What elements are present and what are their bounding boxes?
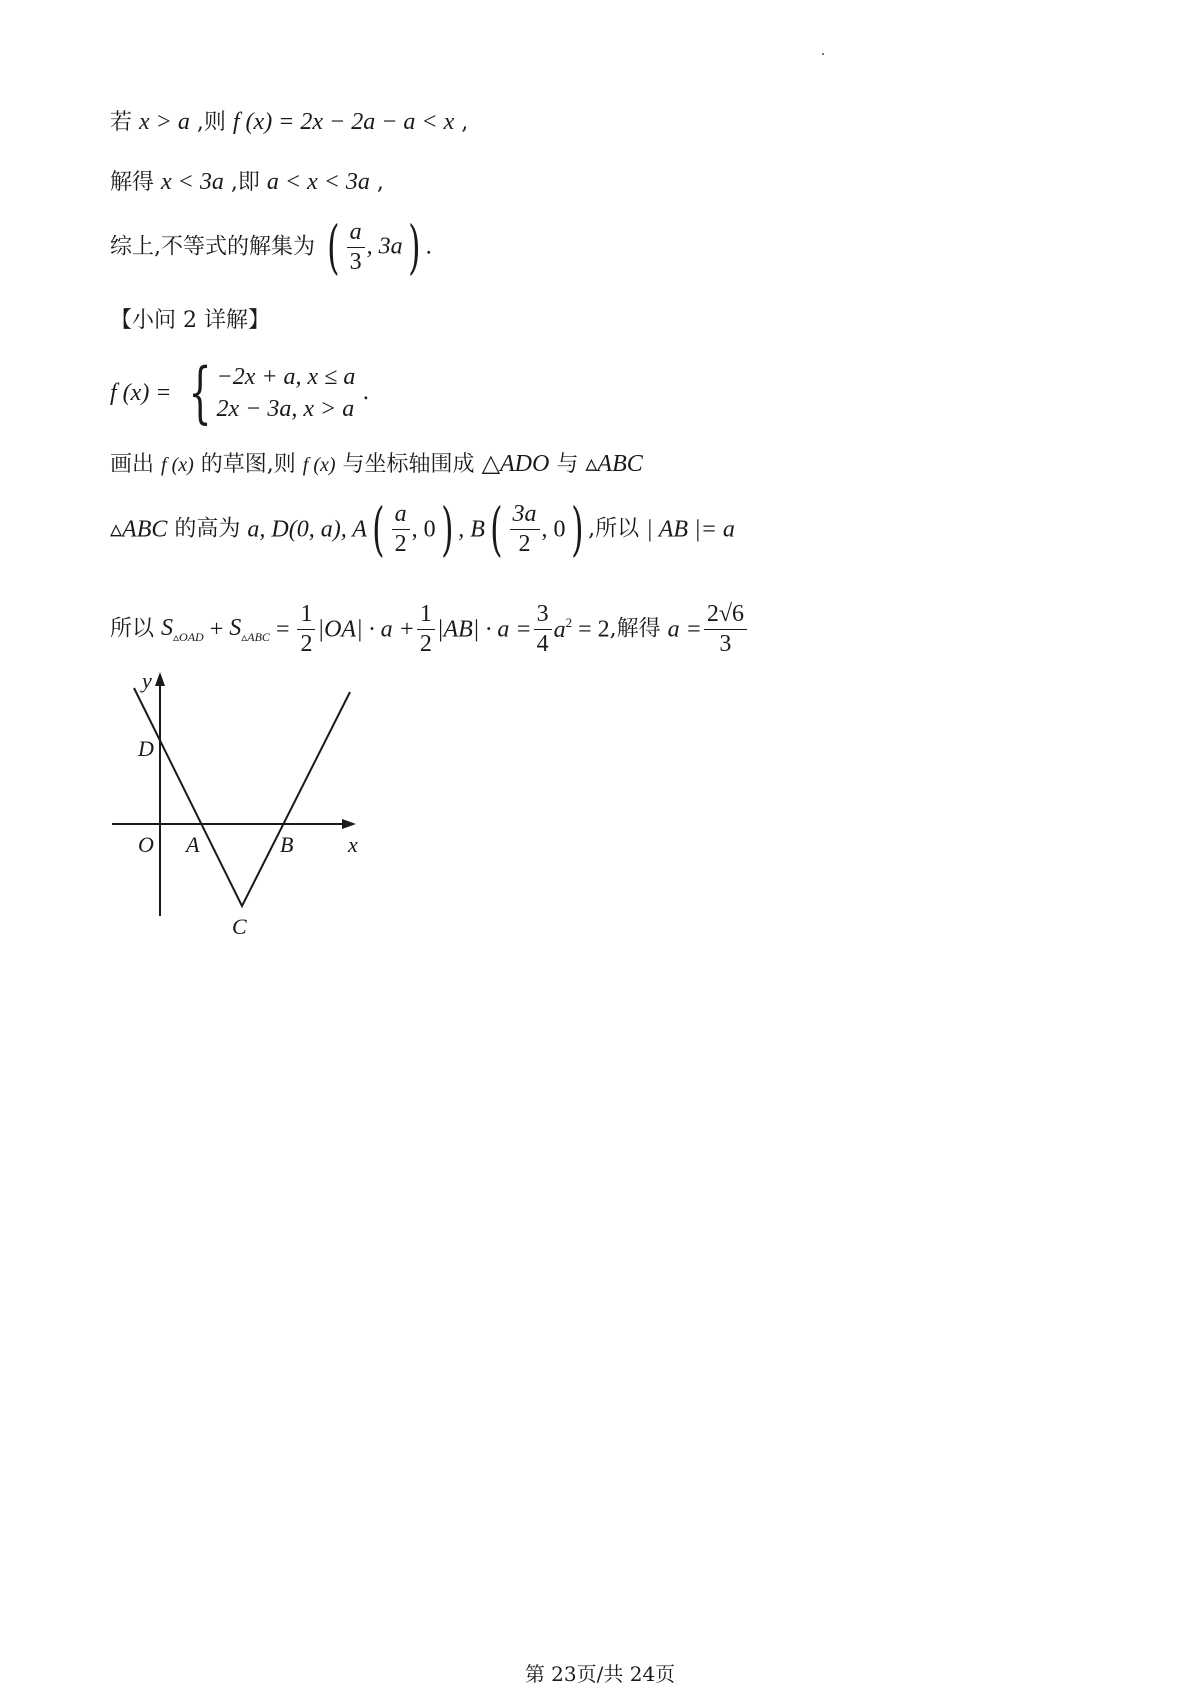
- function-graph: [100, 670, 380, 950]
- text: ,则: [196, 110, 226, 135]
- area-term-1: $S_{▵OAD}$: [161, 614, 204, 644]
- line-3: 综上,不等式的解集为 ( $\frac{a}{3}$ , 3a) .: [110, 213, 433, 282]
- label-C: C: [232, 914, 247, 939]
- math: $a^2$: [553, 615, 573, 644]
- math: =: [269, 616, 296, 643]
- math: , 0: [411, 516, 436, 543]
- text: 若: [110, 110, 133, 135]
- lhs: f (x) =: [110, 380, 172, 406]
- math: x > a: [139, 109, 190, 135]
- text: ,: [376, 170, 384, 195]
- fraction: $\frac{1}{2}$: [297, 600, 315, 659]
- text: 与: [556, 452, 579, 477]
- area-term-2: $S_{▵ABC}$: [229, 614, 270, 644]
- math: +: [203, 616, 230, 643]
- fraction: $\frac{a}{3}$: [347, 218, 365, 277]
- math: | AB |= a: [646, 516, 735, 543]
- math: , B: [458, 516, 485, 543]
- math: △ADO: [481, 451, 550, 477]
- math: , 0: [541, 516, 566, 543]
- fraction: $\frac{2√6}{3}$: [704, 600, 747, 659]
- page-footer: 第 23页/共 24页: [524, 1662, 676, 1686]
- text: 与坐标轴围成: [342, 452, 475, 477]
- text: ,即: [230, 170, 260, 195]
- section-heading: [110, 310, 270, 332]
- cases: −2x + a, x ≤ a 2x − 3a, x > a: [216, 363, 356, 422]
- line-6: [110, 452, 643, 476]
- fraction: $\frac{3}{4}$: [534, 600, 552, 659]
- stray-dot: [822, 53, 824, 55]
- math: ▵ABC: [110, 516, 168, 543]
- text: ,: [461, 110, 469, 135]
- line-7: ▵ABC 的高为 a, D(0, a), A( $\frac{a}{2}$ , 0) , B( $\frac{3a}{2}$ , 0) ,所以 | AB |= a: [110, 495, 735, 564]
- label-x: x: [348, 832, 358, 857]
- text: 综上,不等式的解集为: [110, 234, 315, 260]
- label-D: D: [138, 736, 154, 761]
- math: f (x) = 2x − 2a − a < x: [232, 109, 455, 135]
- text: ,解得: [609, 616, 661, 642]
- text: 所以: [110, 616, 155, 642]
- x-axis-arrow-icon: [342, 819, 356, 829]
- text: 解得: [110, 170, 155, 195]
- text: .: [362, 380, 370, 405]
- graph-line: [134, 688, 350, 906]
- text: ,所以: [588, 516, 640, 542]
- line-8: [110, 600, 749, 659]
- math: a < x < 3a: [266, 169, 370, 195]
- math: f (x): [302, 454, 336, 476]
- math: x < 3a: [161, 169, 224, 195]
- text: 的高为: [174, 516, 241, 542]
- label-A: A: [186, 832, 200, 857]
- y-axis-arrow-icon: [155, 672, 165, 686]
- math: f (x): [161, 454, 194, 476]
- math: a, D(0, a), A: [247, 516, 367, 543]
- label-B: B: [280, 832, 294, 857]
- fraction: $\frac{1}{2}$: [417, 600, 435, 659]
- math: a =: [667, 616, 702, 643]
- line-1: [110, 110, 468, 134]
- piecewise-function: f (x) = { −2x + a, x ≤ a 2x − 3a, x > a .: [110, 354, 370, 431]
- math: |AB| · a =: [436, 616, 532, 643]
- text: .: [425, 234, 433, 260]
- line-2: [110, 170, 384, 194]
- math: , 3a: [366, 233, 403, 260]
- label-O: O: [138, 832, 154, 857]
- math: = 2: [572, 616, 610, 643]
- label-y: y: [142, 670, 152, 693]
- text: 画出: [110, 452, 155, 477]
- math: ▵ABC: [585, 451, 643, 477]
- math: |OA| · a +: [317, 616, 415, 643]
- heading-text: 【小问 2 详解】: [110, 308, 270, 333]
- text: 的草图,则: [200, 452, 296, 477]
- fraction: $\frac{3a}{2}$: [510, 500, 540, 559]
- fraction: $\frac{a}{2}$: [392, 500, 410, 559]
